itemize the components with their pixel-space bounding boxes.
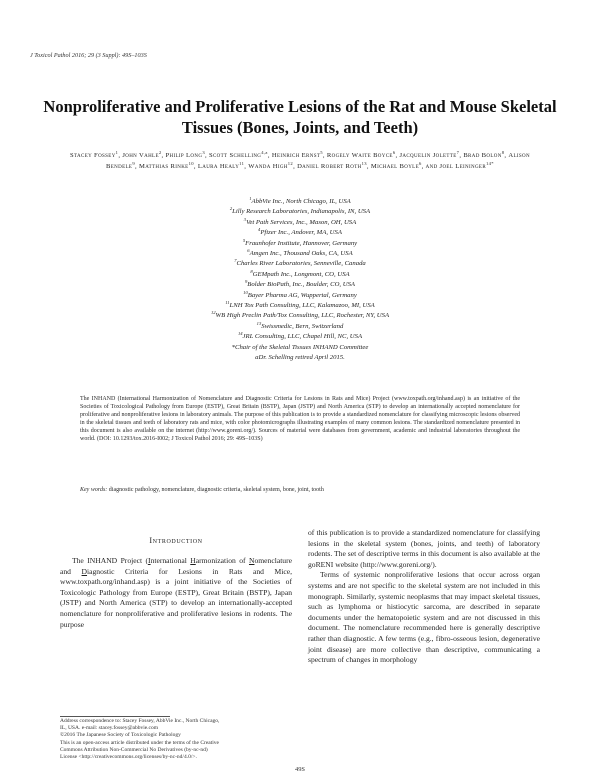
keywords-label: Key words:	[80, 487, 108, 493]
affiliation-item	[100, 270, 500, 280]
author-conjunction: and	[423, 163, 440, 171]
author-affiliation-mark: 6	[392, 150, 396, 155]
affiliation-text: Lilly Research Laboratories, Indianapolis, IN, USA	[232, 208, 371, 216]
intro-paragraph-1: The INHAND Project (International Harmonization of Nomenclature and Diagnostic Criteria for Lesions in Rats and Mice, www.toxpath.org/inhand.asp) is a joint initiative of the Societies of Toxicologic Pathology from Europe (ESTP), Great Britain (BSTP), Japan (JSTP) and North America (STP) to develop an internationally-accepted nomenclature for nonproliferative and proliferative lesions in rodents. The purpose	[60, 556, 292, 629]
author-affiliation-mark: 7	[456, 150, 460, 155]
license-line-2: Commons Attribution Non-Commercial No Derivatives (by-nc-nd)	[60, 746, 208, 753]
correspondence-email: IL, USA. e-mail: stacey.fossey@abbvie.com	[60, 725, 159, 732]
affiliation-number: 11	[225, 300, 230, 306]
affiliation-item	[100, 353, 500, 363]
affiliation-number: 8	[250, 268, 253, 274]
affiliation-text: LNH Tox Path Consulting, LLC, Kalamazoo, MI, USA	[229, 302, 375, 310]
affiliation-number: 5	[242, 237, 246, 243]
affiliation-text: Vet Path Services, Inc., Mason, OH, USA	[246, 218, 357, 226]
section-heading-introduction: Introduction	[149, 536, 203, 545]
author-affiliation-mark: 4,a	[261, 150, 268, 155]
affiliation-number: 4	[258, 227, 261, 233]
affiliation-item	[100, 197, 500, 207]
author-affiliation-mark: 2	[158, 150, 162, 155]
author-name: Matthias Rinke	[138, 163, 189, 171]
affiliation-text: AbbVie Inc., North Chicago, IL, USA	[251, 198, 351, 205]
affiliation-item	[100, 291, 500, 301]
affiliation-item	[100, 311, 500, 321]
article-title: Nonproliferative and Proliferative Lesions of the Rat and Mouse Skeletal Tissues (Bones, Joints, and Teeth)	[43, 97, 557, 137]
license-line-3: License <http://creativecommons.org/licenses/by-nc-nd/4.0/>.	[60, 754, 197, 761]
author-affiliation-mark: 10	[188, 161, 194, 167]
author-affiliation-mark: 6	[419, 161, 422, 167]
author-name: Stacey Fossey	[70, 152, 116, 159]
right-column	[308, 528, 540, 666]
affiliation-number: 12	[210, 310, 216, 316]
keywords-text: diagnostic pathology, nomenclature, diagnostic criteria, skeletal system, bone, joint, tooth	[108, 487, 324, 493]
affiliation-text: Charles River Laboratories, Senneville, Canada	[236, 260, 366, 268]
affiliation-text: Bolder BioPath, Inc., Boulder, CO, USA	[247, 281, 356, 289]
affiliation-item	[100, 343, 500, 353]
author-affiliation-mark: 1	[115, 150, 119, 155]
affiliation-number: 13	[256, 320, 262, 326]
affiliation-text: GEMpath Inc., Longmont, CO, USA	[252, 270, 350, 278]
intro-paragraph-2: Terms of systemic nonproliferative lesions that occur across organ systems and are not specific to the skeletal system are not included in this monograph. Similarly, systemic neoplasms that may impact skeletal tissues, such as lymphoma or histiocytic sarcoma, are described in separate documents under the hematopoietic system and are not discussed in this document. The nomenclature recommended here is generally descriptive rather than diagnostic. A few terms (e.g., fibro-osseous lesion, degenerative joint disease) are more collective than descriptive, communicating a spectrum of changes in morphology	[308, 570, 540, 665]
author-affiliation-mark: 8	[501, 150, 505, 155]
affiliation-number: 9	[244, 279, 248, 285]
affiliation-text: *Chair of the Skeletal Tissues INHAND Committee	[231, 343, 369, 351]
affiliation-text: Fraunhofer Institute, Hannover, Germany	[245, 239, 358, 247]
affiliation-item	[100, 259, 500, 269]
affiliation-item	[100, 322, 500, 332]
author-name: Joel Leininger	[439, 163, 487, 171]
author-affiliation-mark: 3	[202, 150, 205, 155]
author-name: Scott Schelling	[208, 152, 262, 159]
footnote-divider	[60, 716, 170, 717]
affiliation-text: aDr. Schelling retired April 2015.	[255, 354, 345, 362]
author-name: Daniel Robert Roth	[297, 163, 362, 171]
affiliation-text: Bayer Pharma AG, Wuppertal, Germany	[247, 291, 357, 299]
affiliation-item	[100, 280, 500, 290]
author-affiliation-mark: 5	[320, 150, 323, 155]
author-name: Michael Boyle	[370, 163, 419, 171]
affiliation-number: 3	[243, 216, 247, 222]
affiliation-text: WB High Preclin Path/Tox Consulting, LLC, Rochester, NY, USA	[215, 312, 390, 320]
author-name: John Vahle	[122, 152, 159, 159]
affiliation-text: Swissmedic, Bern, Switzerland	[261, 322, 344, 330]
journal-reference: J Toxicol Pathol 2016; 29 (3 Suppl): 49S–103S	[30, 52, 147, 59]
left-column	[60, 556, 292, 630]
footnotes	[60, 718, 292, 761]
author-name: Philip Long	[165, 152, 203, 159]
author-name: Rogely Waite Boyce	[326, 152, 393, 159]
author-affiliation-mark: 9	[132, 161, 135, 167]
affiliation-item	[100, 239, 500, 249]
correspondence-line: Address correspondence to: Stacey Fossey, AbbVie Inc., North Chicago,	[60, 718, 220, 724]
affiliation-item	[100, 207, 500, 217]
affiliation-item	[100, 332, 500, 342]
affiliation-text: Amgen Inc., Thousand Oaks, CA, USA	[249, 250, 353, 258]
affiliation-number: 6	[247, 248, 250, 254]
author-affiliation-mark: 13	[361, 161, 367, 167]
author-affiliation-mark: 11	[239, 161, 245, 167]
affiliation-text: JRL Consulting, LLC, Chapel Hill, NC, USA	[242, 333, 363, 341]
affiliation-item	[100, 228, 500, 238]
affiliation-number: 2	[229, 206, 233, 212]
copyright: ©2016 The Japanese Society of Toxicologic Pathology	[60, 732, 181, 739]
author-affiliation-mark: 14*	[486, 161, 494, 167]
author-name: Alison Bendele	[106, 152, 530, 171]
author-name: Brad Bolon	[463, 152, 502, 159]
intro-paragraph-1-cont: of this publication is to provide a standardized nomenclature for classifying lesions in the skeletal system (bones, joints, and teeth) of laboratory rodents. The set of descriptive terms in this document is also available at the goRENI website (http://www.goreni.org/).	[308, 528, 540, 569]
license-line-1: This is an open-access article distributed under the terms of the Creative	[60, 739, 219, 746]
affiliation-number: 1	[249, 196, 252, 201]
author-name: Heinrich Ernst	[271, 152, 321, 159]
affiliation-list	[100, 197, 500, 364]
author-name: Wanda High	[248, 163, 288, 171]
affiliation-text: Pfizer Inc., Andover, MA, USA	[260, 229, 342, 237]
abstract: The INHAND (International Harmonization of Nomenclature and Diagnostic Criteria for Lesions in Rats and Mice) Project (www.toxpath.org/inhand.asp) is an initiative of the Societies of Toxicological Pathology from Europe (ESTP), Great Britain (BSTP), Japan (JSTP) and North America (STP) to develop an internationally accepted nomenclature for proliferative and nonproliferative lesions in laboratory animals. The purpose of this publication is to provide a standardized nomenclature for classifying microscopic lesions observed in the skeletal tissues and teeth of laboratory rats and mice, with color photomicrographs illustrating examples of many common lesions. The standardized nomenclature presented in this document is also available on the internet (http://www.goreni.org/). Sources of material were databases from government, academic and industrial laboratories throughout the world. (DOI: 10.1293/tox.2016-I002; J Toxicol Pathol 2016; 29: 49S–103S)	[80, 396, 520, 443]
affiliation-item	[100, 249, 500, 259]
author-name: Laura Healy	[197, 163, 240, 171]
author-name: Jacquelin Jolette	[399, 152, 457, 159]
affiliation-number: 14	[237, 331, 243, 337]
affiliation-number: 10	[243, 289, 248, 295]
author-list: Stacey Fossey$^1$, John Vahle$^2$, Philip Long$^3$, Scott Schelling$^{4,a}$, Heinrich Ernst$^5$, Rogely Waite Boyce$^6$, Jacquelin Jolette$^7$, Brad Bolon$^8$, Alison Bendele$^9$, Matthias Rinke$^{10}$, Laura Healy$^{11}$, Wanda High$^{12}$, Daniel Robert Roth$^{13}$, Michael Boyle$^6$, and Joel Leininger$^{14*}$	[70, 150, 530, 171]
page-number: 49S	[295, 766, 305, 773]
affiliation-item	[100, 301, 500, 311]
keywords	[80, 487, 520, 493]
affiliation-item	[100, 218, 500, 228]
affiliation-number: 7	[234, 258, 237, 264]
author-affiliation-mark: 12	[287, 161, 294, 167]
